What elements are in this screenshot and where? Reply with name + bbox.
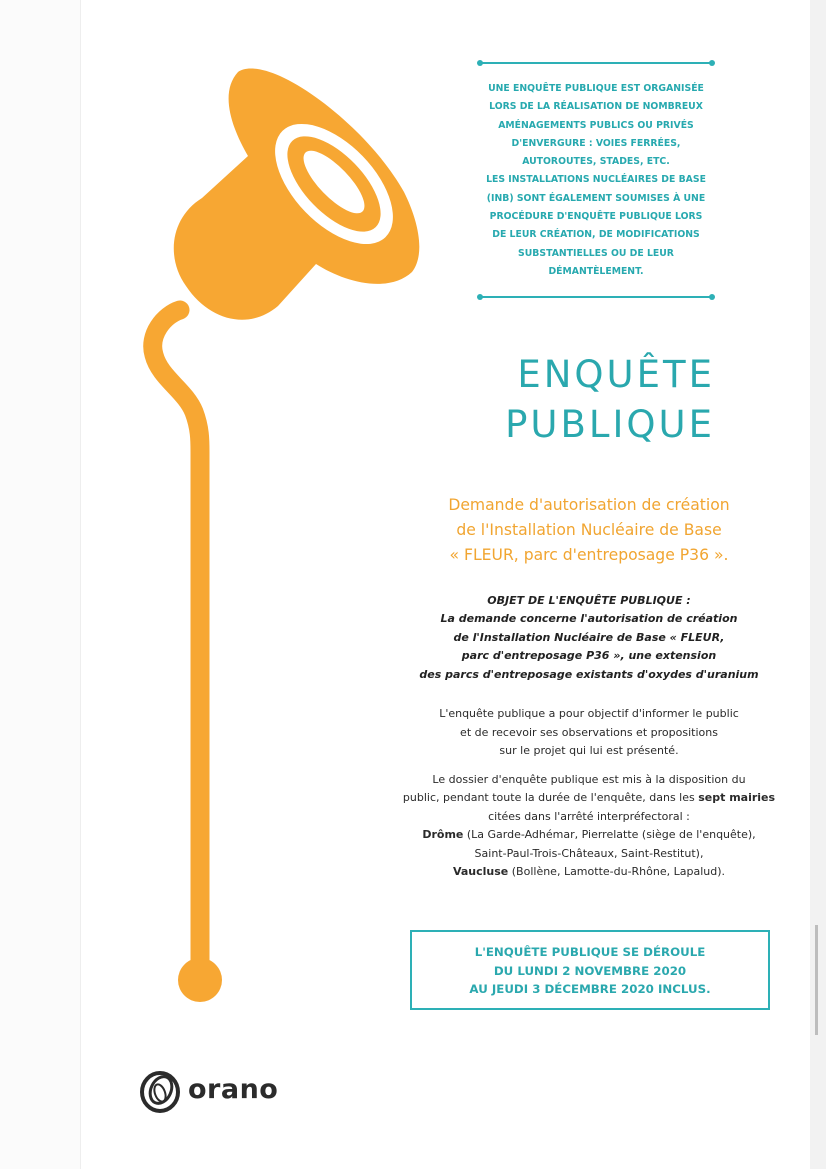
- scan-artifact: [815, 925, 818, 1035]
- dates-line-3: AU JEUDI 3 DÉCEMBRE 2020 INCLUS.: [469, 982, 711, 996]
- info-paragraph-1: [400, 705, 778, 761]
- intro-line: DÉMANTÈLEMENT.: [548, 265, 644, 277]
- title-line-2: PUBLIQUE: [505, 403, 715, 446]
- megaphone-pole: [153, 310, 200, 960]
- intro-box: [480, 60, 712, 300]
- objet-line: des parcs d'entreposage existants d'oxydes d'uranium: [419, 667, 759, 681]
- scan-right-margin: [810, 0, 826, 1169]
- drome-communes: (La Garde-Adhémar, Pierrelatte (siège de l'enquête),: [463, 828, 756, 841]
- orano-logo-word: orano: [188, 1074, 279, 1105]
- intro-line: LORS DE LA RÉALISATION DE NOMBREUX: [489, 101, 703, 113]
- info-line: sur le projet qui lui est présenté.: [499, 744, 679, 757]
- objet-line: La demande concerne l'autorisation de création: [440, 612, 738, 626]
- info-line: L'enquête publique a pour objectif d'informer le public: [439, 707, 739, 720]
- title-line-1: ENQUÊTE: [517, 353, 715, 396]
- info-text: public, pendant toute la durée de l'enquête, dans les: [402, 791, 699, 804]
- objet-line: parc d'entreposage P36 », une extension: [461, 649, 717, 663]
- intro-line: D'ENVERGURE : VOIES FERRÉES,: [511, 137, 681, 149]
- info-line: Saint-Paul-Trois-Châteaux, Saint-Restitut),: [474, 846, 704, 860]
- dates-box: [410, 930, 770, 1010]
- dates-line-1: L'ENQUÊTE PUBLIQUE SE DÉROULE: [474, 945, 706, 959]
- intro-line: AUTOROUTES, STADES, ETC.: [522, 156, 670, 168]
- subtitle-line-3: « FLEUR, parc d'entreposage P36 ».: [449, 546, 729, 564]
- objet-line: de l'Installation Nucléaire de Base « FLEUR,: [453, 630, 725, 644]
- subtitle-line-2: de l'Installation Nucléaire de Base: [456, 521, 722, 539]
- subtitle: [405, 493, 773, 568]
- intro-rule-top: [480, 62, 712, 64]
- info-line: [400, 826, 778, 845]
- info-line: Le dossier d'enquête publique est mis à la disposition du: [432, 772, 746, 786]
- intro-rule-bottom: [480, 296, 712, 298]
- page-title: [430, 350, 715, 450]
- vaucluse-label: Vaucluse: [452, 865, 509, 878]
- intro-line: (INB) SONT ÉGALEMENT SOUMISES À UNE: [486, 192, 706, 204]
- info-paragraph-2: [400, 771, 778, 882]
- dates-line-2: DU LUNDI 2 NOVEMBRE 2020: [493, 963, 687, 978]
- objet-section: [400, 592, 778, 684]
- intro-line: SUBSTANTIELLES OU DE LEUR: [518, 247, 674, 259]
- intro-line: DE LEUR CRÉATION, DE MODIFICATIONS: [492, 229, 700, 241]
- info-line: [400, 789, 778, 808]
- intro-line: PROCÉDURE D'ENQUÊTE PUBLIQUE LORS: [489, 211, 703, 223]
- orano-logo: [138, 1068, 288, 1114]
- intro-text: [480, 80, 712, 281]
- info-section: [400, 705, 778, 882]
- intro-line: AMÉNAGEMENTS PUBLICS OU PRIVÉS: [498, 119, 694, 131]
- info-line: et de recevoir ses observations et propositions: [460, 725, 718, 739]
- orano-logo-icon: [138, 1068, 184, 1114]
- info-line: [400, 863, 778, 882]
- intro-line: LES INSTALLATIONS NUCLÉAIRES DE BASE: [486, 174, 706, 186]
- vaucluse-communes: (Bollène, Lamotte-du-Rhône, Lapalud).: [508, 865, 726, 878]
- objet-heading: OBJET DE L'ENQUÊTE PUBLIQUE :: [487, 594, 691, 607]
- drome-label: Drôme: [422, 828, 464, 841]
- megaphone-base-knob: [178, 958, 222, 1002]
- sept-mairies-emphasis: sept mairies: [698, 791, 776, 804]
- subtitle-line-1: Demande d'autorisation de création: [448, 496, 730, 514]
- intro-line: UNE ENQUÊTE PUBLIQUE EST ORGANISÉE: [488, 83, 704, 94]
- scan-left-margin: [0, 0, 80, 1169]
- info-line: citées dans l'arrêté interpréfectoral :: [488, 809, 690, 823]
